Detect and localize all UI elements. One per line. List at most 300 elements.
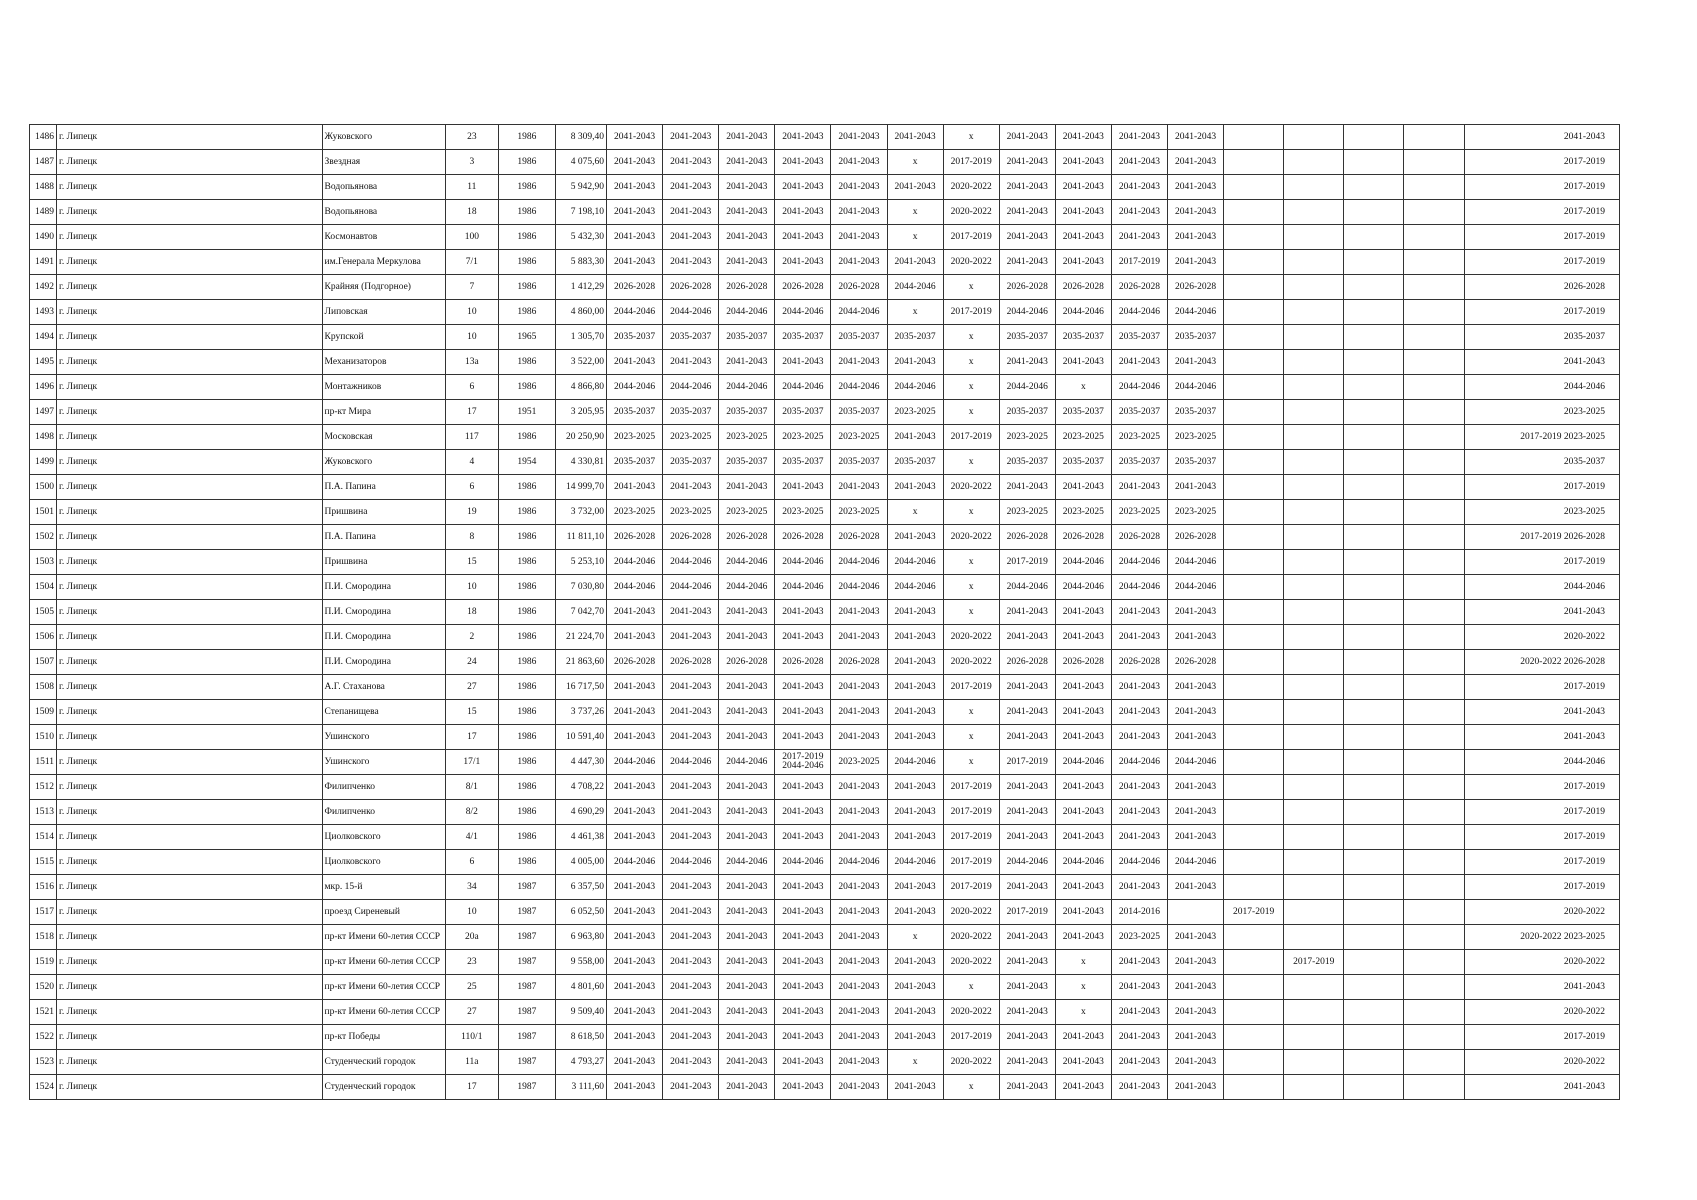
schedule-4-cell: 2041-2043 (775, 1025, 831, 1050)
street-cell: Космонавтов (322, 225, 445, 250)
schedule-10-cell: 2041-2043 (1111, 975, 1167, 1000)
final-period-cell: 2017-2019 (1464, 475, 1619, 500)
extra-1-cell (1224, 1025, 1284, 1050)
extra-4-cell (1404, 675, 1464, 700)
schedule-5-cell: 2035-2037 (831, 450, 887, 475)
row-number-cell: 1495 (30, 350, 57, 375)
schedule-3-cell: 2044-2046 (719, 850, 775, 875)
schedule-11-cell: 2041-2043 (1167, 700, 1223, 725)
street-cell: Ушинского (322, 725, 445, 750)
schedule-5-cell: 2041-2043 (831, 125, 887, 150)
schedule-8-cell: 2026-2028 (999, 525, 1055, 550)
extra-3-cell (1344, 975, 1404, 1000)
city-cell: г. Липецк (57, 175, 323, 200)
schedule-4-cell: 2041-2043 (775, 975, 831, 1000)
city-cell: г. Липецк (57, 300, 323, 325)
schedule-3-cell: 2044-2046 (719, 750, 775, 775)
city-cell: г. Липецк (57, 500, 323, 525)
schedule-6-cell: 2041-2043 (887, 950, 943, 975)
schedule-6-cell: 2041-2043 (887, 625, 943, 650)
schedule-5-cell: 2041-2043 (831, 150, 887, 175)
schedule-7-cell: х (943, 575, 999, 600)
row-number-cell: 1503 (30, 550, 57, 575)
repair-schedule-table (29, 124, 1620, 1100)
extra-1-cell: 2017-2019 (1224, 900, 1284, 925)
schedule-5-cell: 2041-2043 (831, 1075, 887, 1100)
extra-4-cell (1404, 150, 1464, 175)
city-cell: г. Липецк (57, 250, 323, 275)
schedule-8-cell: 2041-2043 (999, 1075, 1055, 1100)
schedule-4-cell: 2041-2043 (775, 775, 831, 800)
extra-4-cell (1404, 375, 1464, 400)
schedule-2-cell: 2041-2043 (663, 175, 719, 200)
extra-2-cell (1284, 775, 1344, 800)
extra-4-cell (1404, 1025, 1464, 1050)
street-cell: Циолковского (322, 850, 445, 875)
extra-1-cell (1224, 675, 1284, 700)
schedule-1-cell: 2044-2046 (607, 850, 663, 875)
city-cell: г. Липецк (57, 375, 323, 400)
extra-2-cell (1284, 225, 1344, 250)
schedule-5-cell: 2041-2043 (831, 700, 887, 725)
extra-4-cell (1404, 200, 1464, 225)
extra-1-cell (1224, 875, 1284, 900)
schedule-9-cell: 2041-2043 (1055, 700, 1111, 725)
extra-4-cell (1404, 1000, 1464, 1025)
table-row (30, 900, 1620, 925)
area-cell: 3 522,00 (555, 350, 606, 375)
schedule-6-cell: 2035-2037 (887, 325, 943, 350)
final-period-cell: 2017-2019 (1464, 875, 1619, 900)
schedule-2-cell: 2041-2043 (663, 725, 719, 750)
schedule-3-cell: 2041-2043 (719, 200, 775, 225)
schedule-8-cell: 2017-2019 (999, 550, 1055, 575)
extra-3-cell (1344, 1075, 1404, 1100)
schedule-6-cell: 2044-2046 (887, 550, 943, 575)
schedule-1-cell: 2041-2043 (607, 350, 663, 375)
schedule-9-cell: 2041-2043 (1055, 1050, 1111, 1075)
table-row (30, 725, 1620, 750)
schedule-5-cell: 2041-2043 (831, 775, 887, 800)
city-cell: г. Липецк (57, 225, 323, 250)
table-row (30, 850, 1620, 875)
schedule-6-cell: 2041-2043 (887, 1025, 943, 1050)
extra-3-cell (1344, 725, 1404, 750)
schedule-2-cell: 2041-2043 (663, 150, 719, 175)
schedule-9-cell: 2041-2043 (1055, 825, 1111, 850)
final-period-cell: 2020-2022 (1464, 900, 1619, 925)
schedule-4-cell: 2026-2028 (775, 650, 831, 675)
house-cell: 17 (445, 725, 498, 750)
schedule-4-cell: 2041-2043 (775, 875, 831, 900)
final-period-cell: 2035-2037 (1464, 450, 1619, 475)
extra-2-cell (1284, 375, 1344, 400)
city-cell: г. Липецк (57, 950, 323, 975)
schedule-6-cell: 2041-2043 (887, 800, 943, 825)
extra-2-cell (1284, 200, 1344, 225)
row-number-cell: 1523 (30, 1050, 57, 1075)
extra-1-cell (1224, 350, 1284, 375)
schedule-10-cell: 2041-2043 (1111, 700, 1167, 725)
schedule-11-cell: 2044-2046 (1167, 850, 1223, 875)
extra-1-cell (1224, 475, 1284, 500)
area-cell: 20 250,90 (555, 425, 606, 450)
schedule-10-cell: 2026-2028 (1111, 275, 1167, 300)
schedule-5-cell: 2044-2046 (831, 375, 887, 400)
extra-2-cell (1284, 250, 1344, 275)
house-cell: 10 (445, 300, 498, 325)
extra-4-cell (1404, 1075, 1464, 1100)
schedule-4-cell: 2035-2037 (775, 450, 831, 475)
street-cell: пр-кт Победы (322, 1025, 445, 1050)
extra-3-cell (1344, 825, 1404, 850)
house-cell: 11 (445, 175, 498, 200)
table-row (30, 975, 1620, 1000)
schedule-5-cell: 2044-2046 (831, 575, 887, 600)
extra-2-cell (1284, 500, 1344, 525)
year-cell: 1986 (498, 650, 555, 675)
schedule-11-cell: 2026-2028 (1167, 650, 1223, 675)
area-cell: 21 863,60 (555, 650, 606, 675)
schedule-5-cell: 2041-2043 (831, 1000, 887, 1025)
schedule-5-cell: 2023-2025 (831, 750, 887, 775)
schedule-6-cell: 2041-2043 (887, 350, 943, 375)
schedule-7-cell: 2017-2019 (943, 225, 999, 250)
schedule-3-cell: 2041-2043 (719, 875, 775, 900)
final-period-cell: 2035-2037 (1464, 325, 1619, 350)
schedule-1-cell: 2041-2043 (607, 1075, 663, 1100)
street-cell: Водопьянова (322, 200, 445, 225)
table-row (30, 375, 1620, 400)
schedule-8-cell: 2041-2043 (999, 1000, 1055, 1025)
area-cell: 5 253,10 (555, 550, 606, 575)
schedule-4-cell: 2041-2043 (775, 150, 831, 175)
final-period-cell: 2017-2019 (1464, 150, 1619, 175)
city-cell: г. Липецк (57, 775, 323, 800)
schedule-7-cell: 2020-2022 (943, 1050, 999, 1075)
schedule-6-cell: 2041-2043 (887, 650, 943, 675)
schedule-9-cell: 2035-2037 (1055, 325, 1111, 350)
table-row (30, 500, 1620, 525)
schedule-8-cell: 2041-2043 (999, 825, 1055, 850)
schedule-7-cell: 2017-2019 (943, 1025, 999, 1050)
schedule-7-cell: 2017-2019 (943, 850, 999, 875)
schedule-11-cell: 2041-2043 (1167, 250, 1223, 275)
row-number-cell: 1520 (30, 975, 57, 1000)
schedule-4-cell: 2041-2043 (775, 900, 831, 925)
extra-1-cell (1224, 725, 1284, 750)
schedule-3-cell: 2041-2043 (719, 775, 775, 800)
extra-1-cell (1224, 550, 1284, 575)
extra-4-cell (1404, 825, 1464, 850)
schedule-11-cell: 2035-2037 (1167, 400, 1223, 425)
extra-1-cell (1224, 400, 1284, 425)
schedule-10-cell: 2041-2043 (1111, 350, 1167, 375)
house-cell: 110/1 (445, 1025, 498, 1050)
schedule-6-cell: 2041-2043 (887, 475, 943, 500)
schedule-4-cell: 2041-2043 (775, 225, 831, 250)
street-cell: Липовская (322, 300, 445, 325)
schedule-1-cell: 2035-2037 (607, 400, 663, 425)
house-cell: 23 (445, 125, 498, 150)
schedule-6-cell: х (887, 925, 943, 950)
schedule-7-cell: 2017-2019 (943, 825, 999, 850)
area-cell: 7 198,10 (555, 200, 606, 225)
schedule-4-cell: 2041-2043 (775, 475, 831, 500)
schedule-5-cell: 2041-2043 (831, 675, 887, 700)
street-cell: мкр. 15-й (322, 875, 445, 900)
schedule-9-cell: 2041-2043 (1055, 775, 1111, 800)
schedule-10-cell: 2041-2043 (1111, 1050, 1167, 1075)
schedule-6-cell: 2044-2046 (887, 850, 943, 875)
extra-4-cell (1404, 800, 1464, 825)
street-cell: Циолковского (322, 825, 445, 850)
schedule-1-cell: 2041-2043 (607, 675, 663, 700)
schedule-6-cell: 2041-2043 (887, 825, 943, 850)
extra-1-cell (1224, 425, 1284, 450)
extra-3-cell (1344, 150, 1404, 175)
schedule-4-cell: 2044-2046 (775, 375, 831, 400)
schedule-8-cell: 2023-2025 (999, 500, 1055, 525)
row-number-cell: 1508 (30, 675, 57, 700)
schedule-5-cell: 2041-2043 (831, 350, 887, 375)
house-cell: 10 (445, 575, 498, 600)
schedule-7-cell: 2020-2022 (943, 900, 999, 925)
schedule-4-cell: 2041-2043 (775, 950, 831, 975)
row-number-cell: 1517 (30, 900, 57, 925)
schedule-1-cell: 2041-2043 (607, 250, 663, 275)
schedule-7-cell: х (943, 975, 999, 1000)
area-cell: 1 305,70 (555, 325, 606, 350)
schedule-9-cell: 2044-2046 (1055, 300, 1111, 325)
schedule-10-cell: 2041-2043 (1111, 625, 1167, 650)
extra-3-cell (1344, 1025, 1404, 1050)
schedule-2-cell: 2044-2046 (663, 850, 719, 875)
schedule-6-cell: х (887, 500, 943, 525)
street-cell: Механизаторов (322, 350, 445, 375)
extra-4-cell (1404, 625, 1464, 650)
schedule-11-cell: 2041-2043 (1167, 475, 1223, 500)
schedule-10-cell: 2041-2043 (1111, 875, 1167, 900)
schedule-11-cell: 2041-2043 (1167, 150, 1223, 175)
final-period-cell: 2020-2022 (1464, 1000, 1619, 1025)
schedule-2-cell: 2041-2043 (663, 600, 719, 625)
final-period-cell: 2017-2019 (1464, 175, 1619, 200)
schedule-6-cell: 2041-2043 (887, 600, 943, 625)
schedule-7-cell: 2020-2022 (943, 625, 999, 650)
schedule-8-cell: 2041-2043 (999, 350, 1055, 375)
schedule-10-cell: 2041-2043 (1111, 600, 1167, 625)
street-cell: П.И. Смородина (322, 650, 445, 675)
schedule-9-cell: х (1055, 1000, 1111, 1025)
year-cell: 1954 (498, 450, 555, 475)
extra-3-cell (1344, 875, 1404, 900)
extra-2-cell (1284, 275, 1344, 300)
schedule-1-cell: 2026-2028 (607, 525, 663, 550)
extra-3-cell (1344, 125, 1404, 150)
schedule-3-cell: 2023-2025 (719, 425, 775, 450)
schedule-2-cell: 2026-2028 (663, 525, 719, 550)
area-cell: 3 111,60 (555, 1075, 606, 1100)
schedule-9-cell: 2041-2043 (1055, 625, 1111, 650)
schedule-6-cell: 2041-2043 (887, 725, 943, 750)
street-cell: Жуковского (322, 450, 445, 475)
final-period-cell: 2041-2043 (1464, 600, 1619, 625)
table-row (30, 325, 1620, 350)
schedule-2-cell: 2023-2025 (663, 425, 719, 450)
house-cell: 8 (445, 525, 498, 550)
schedule-9-cell: 2026-2028 (1055, 275, 1111, 300)
schedule-9-cell: 2041-2043 (1055, 175, 1111, 200)
schedule-5-cell: 2044-2046 (831, 850, 887, 875)
year-cell: 1986 (498, 375, 555, 400)
extra-2-cell (1284, 925, 1344, 950)
extra-4-cell (1404, 225, 1464, 250)
year-cell: 1986 (498, 275, 555, 300)
table-row (30, 150, 1620, 175)
schedule-11-cell: 2041-2043 (1167, 925, 1223, 950)
area-cell: 21 224,70 (555, 625, 606, 650)
row-number-cell: 1513 (30, 800, 57, 825)
schedule-10-cell: 2041-2043 (1111, 125, 1167, 150)
schedule-10-cell: 2041-2043 (1111, 1000, 1167, 1025)
schedule-2-cell: 2041-2043 (663, 1000, 719, 1025)
final-period-cell: 2044-2046 (1464, 375, 1619, 400)
house-cell: 18 (445, 200, 498, 225)
area-cell: 6 357,50 (555, 875, 606, 900)
row-number-cell: 1486 (30, 125, 57, 150)
schedule-8-cell: 2026-2028 (999, 650, 1055, 675)
area-cell: 4 708,22 (555, 775, 606, 800)
extra-1-cell (1224, 650, 1284, 675)
schedule-9-cell: 2035-2037 (1055, 400, 1111, 425)
schedule-3-cell: 2041-2043 (719, 1075, 775, 1100)
row-number-cell: 1494 (30, 325, 57, 350)
row-number-cell: 1493 (30, 300, 57, 325)
schedule-1-cell: 2041-2043 (607, 725, 663, 750)
house-cell: 27 (445, 1000, 498, 1025)
schedule-8-cell: 2041-2043 (999, 975, 1055, 1000)
extra-1-cell (1224, 825, 1284, 850)
table-row (30, 1025, 1620, 1050)
schedule-8-cell: 2041-2043 (999, 200, 1055, 225)
schedule-1-cell: 2023-2025 (607, 425, 663, 450)
schedule-10-cell: 2041-2043 (1111, 950, 1167, 975)
schedule-3-cell: 2041-2043 (719, 1050, 775, 1075)
schedule-6-cell: 2041-2043 (887, 525, 943, 550)
schedule-5-cell: 2041-2043 (831, 1050, 887, 1075)
schedule-1-cell: 2023-2025 (607, 500, 663, 525)
extra-4-cell (1404, 650, 1464, 675)
city-cell: г. Липецк (57, 475, 323, 500)
extra-4-cell (1404, 450, 1464, 475)
schedule-8-cell: 2041-2043 (999, 600, 1055, 625)
schedule-8-cell: 2041-2043 (999, 625, 1055, 650)
extra-4-cell (1404, 475, 1464, 500)
schedule-5-cell: 2041-2043 (831, 950, 887, 975)
schedule-4-cell: 2041-2043 (775, 800, 831, 825)
extra-1-cell (1224, 275, 1284, 300)
house-cell: 25 (445, 975, 498, 1000)
street-cell: пр-кт Имени 60-летия СССР (322, 950, 445, 975)
extra-4-cell (1404, 600, 1464, 625)
schedule-6-cell: х (887, 1050, 943, 1075)
extra-4-cell (1404, 300, 1464, 325)
schedule-4-cell: 2041-2043 (775, 200, 831, 225)
schedule-8-cell: 2041-2043 (999, 250, 1055, 275)
area-cell: 4 005,00 (555, 850, 606, 875)
house-cell: 4/1 (445, 825, 498, 850)
schedule-3-cell: 2041-2043 (719, 1000, 775, 1025)
schedule-2-cell: 2041-2043 (663, 975, 719, 1000)
year-cell: 1986 (498, 750, 555, 775)
city-cell: г. Липецк (57, 700, 323, 725)
schedule-2-cell: 2041-2043 (663, 475, 719, 500)
year-cell: 1986 (498, 575, 555, 600)
schedule-1-cell: 2035-2037 (607, 325, 663, 350)
house-cell: 17/1 (445, 750, 498, 775)
city-cell: г. Липецк (57, 600, 323, 625)
street-cell: проезд Сиреневый (322, 900, 445, 925)
city-cell: г. Липецк (57, 1025, 323, 1050)
extra-3-cell (1344, 275, 1404, 300)
extra-1-cell (1224, 625, 1284, 650)
table-row (30, 600, 1620, 625)
extra-2-cell: 2017-2019 (1284, 950, 1344, 975)
year-cell: 1986 (498, 500, 555, 525)
house-cell: 8/2 (445, 800, 498, 825)
schedule-2-cell: 2041-2043 (663, 900, 719, 925)
schedule-4-cell: 2026-2028 (775, 525, 831, 550)
schedule-1-cell: 2041-2043 (607, 125, 663, 150)
area-cell: 4 447,30 (555, 750, 606, 775)
extra-2-cell (1284, 1075, 1344, 1100)
schedule-11-cell: 2041-2043 (1167, 625, 1223, 650)
year-cell: 1987 (498, 900, 555, 925)
schedule-3-cell: 2035-2037 (719, 325, 775, 350)
schedule-7-cell: 2020-2022 (943, 175, 999, 200)
schedule-8-cell: 2044-2046 (999, 300, 1055, 325)
schedule-1-cell: 2041-2043 (607, 1000, 663, 1025)
schedule-5-cell: 2026-2028 (831, 650, 887, 675)
year-cell: 1986 (498, 825, 555, 850)
row-number-cell: 1510 (30, 725, 57, 750)
street-cell: Филипченко (322, 775, 445, 800)
schedule-11-cell: 2041-2043 (1167, 1075, 1223, 1100)
extra-1-cell (1224, 925, 1284, 950)
row-number-cell: 1511 (30, 750, 57, 775)
schedule-6-cell: 2041-2043 (887, 1000, 943, 1025)
year-cell: 1986 (498, 300, 555, 325)
schedule-10-cell: 2041-2043 (1111, 175, 1167, 200)
house-cell: 117 (445, 425, 498, 450)
extra-1-cell (1224, 225, 1284, 250)
city-cell: г. Липецк (57, 125, 323, 150)
year-cell: 1987 (498, 875, 555, 900)
schedule-4-cell: 2026-2028 (775, 275, 831, 300)
schedule-10-cell: 2041-2043 (1111, 1075, 1167, 1100)
schedule-3-cell: 2041-2043 (719, 950, 775, 975)
schedule-2-cell: 2044-2046 (663, 300, 719, 325)
schedule-7-cell: 2020-2022 (943, 950, 999, 975)
schedule-5-cell: 2041-2043 (831, 225, 887, 250)
year-cell: 1986 (498, 225, 555, 250)
extra-4-cell (1404, 500, 1464, 525)
table-row (30, 925, 1620, 950)
table-body (30, 125, 1620, 1100)
schedule-5-cell: 2041-2043 (831, 900, 887, 925)
extra-2-cell (1284, 825, 1344, 850)
